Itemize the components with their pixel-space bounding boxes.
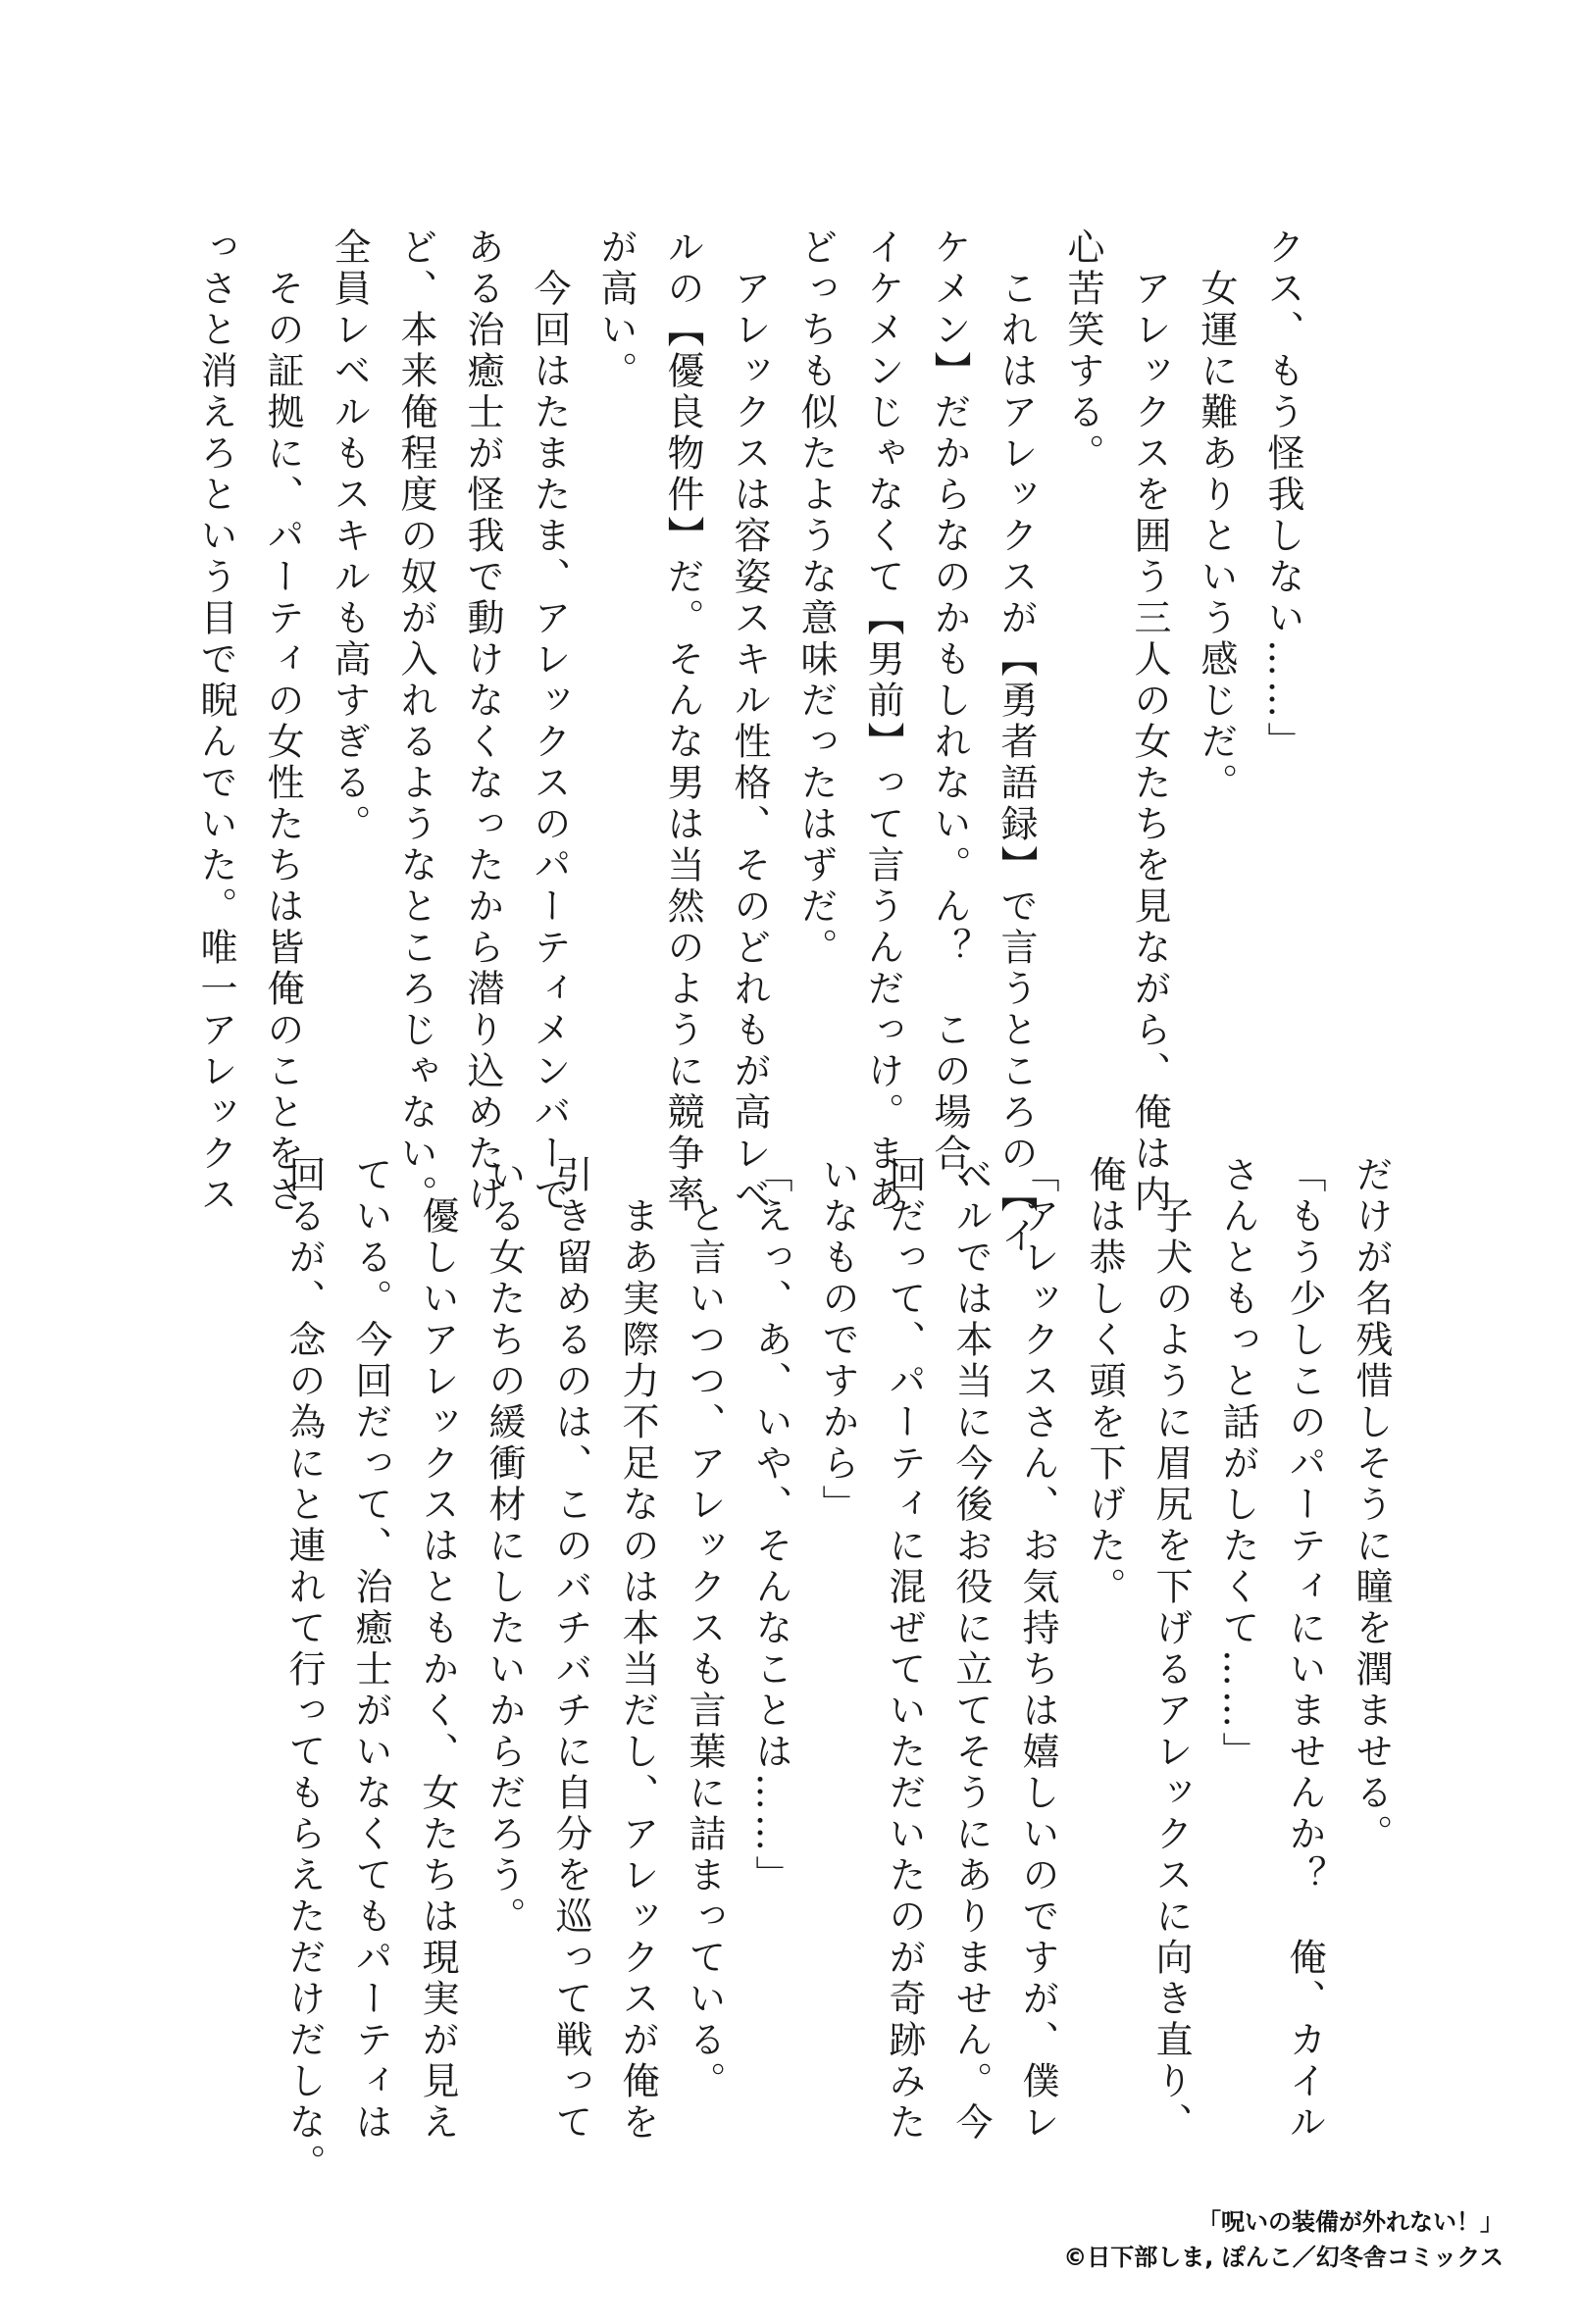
text-line: 優しいアレックスはともかく、女たちは現実が見え — [416, 1155, 459, 2144]
text-line: っさと消えろという目で睨んでいた。唯一アレックス — [194, 227, 237, 1216]
text-line: 俺は恭しく頭を下げた。 — [1083, 1155, 1126, 1608]
copyright-notice: ©日下部しま, ぽんこ／幻冬舎コミックス — [1063, 2244, 1504, 2271]
text-block-top — [194, 227, 1316, 1257]
text-line: だけが名残惜しそうに瞳を潤ませる。 — [1350, 1155, 1393, 1855]
text-line: 「もう少しこのパーティにいませんか？ 俺、カイル — [1283, 1155, 1326, 2144]
text-line: まあ実際力不足なのは本当だし、アレックスが俺を — [616, 1155, 659, 2144]
text-line: 回るが、念の為にと連れて行ってもらえただけだしな。 — [282, 1155, 326, 2185]
text-line: アレックスは容姿スキル性格、そのどれもが高レベ — [728, 227, 771, 1216]
text-line: いなものですから」 — [816, 1155, 859, 1526]
text-line: ど、本来俺程度の奴が入れるようなところじゃない。 — [394, 227, 437, 1216]
text-line: が高い。 — [594, 227, 638, 392]
text-line: ケメン】だからなのかもしれない。ん？ この場合、 — [928, 227, 971, 1216]
text-line: アレックスを囲う三人の女たちを見ながら、俺は内 — [1128, 227, 1171, 1216]
text-line: 「えっ、あ、いや、そんなことは……」 — [749, 1155, 792, 1896]
text-line: 子犬のように眉尻を下げるアレックスに向き直り、 — [1149, 1155, 1193, 2144]
text-line: これはアレックスが【勇者語録】で言うところの【イ — [995, 227, 1038, 1257]
text-line: いる女たちの緩衝材にしたいからだろう。 — [483, 1155, 526, 1938]
text-line: 今回はたまたま、アレックスのパーティメンバーで — [528, 227, 571, 1216]
text-line: 「アレックスさん、お気持ちは嬉しいのですが、僕レ — [1016, 1155, 1059, 2144]
text-line: ている。今回だって、治癒士がいなくてもパーティは — [349, 1155, 392, 2144]
text-line: ある治癒士が怪我で動けなくなったから潜り込めたけ — [461, 227, 504, 1216]
text-line: 回だって、パーティに混ぜていただいたのが奇跡みた — [883, 1155, 926, 2144]
text-line: ルの【優良物件】だ。そんな男は当然のように競争率 — [661, 227, 704, 1216]
text-line: クス、もう怪我しない……」 — [1261, 227, 1304, 763]
text-line: さんともっと話がしたくて……」 — [1216, 1155, 1259, 1773]
text-line: 全員レベルもスキルも高すぎる。 — [328, 227, 371, 845]
text-line: どっちも似たような意味だったはずだ。 — [794, 227, 838, 969]
text-line: その証拠に、パーティの女性たちは皆俺のことをさ — [261, 227, 304, 1216]
text-line: 心苦笑する。 — [1061, 227, 1104, 475]
text-line: と言いつつ、アレックスも言葉に詰まっている。 — [683, 1155, 726, 2102]
text-line: 女運に難ありという感じだ。 — [1195, 227, 1238, 804]
text-line: イケメンじゃなくて【男前】って言うんだっけ。まあ — [861, 227, 904, 1216]
text-line: 引き留めるのは、このバチバチに自分を巡って戦って — [549, 1155, 592, 2144]
credits — [1063, 2204, 1504, 2275]
book-title: 「呪いの装備が外れない！」 — [1198, 2208, 1504, 2236]
text-line: ベルでは本当に今後お役に立てそうにありません。今 — [949, 1155, 993, 2144]
text-block-bottom — [257, 1155, 1404, 2185]
